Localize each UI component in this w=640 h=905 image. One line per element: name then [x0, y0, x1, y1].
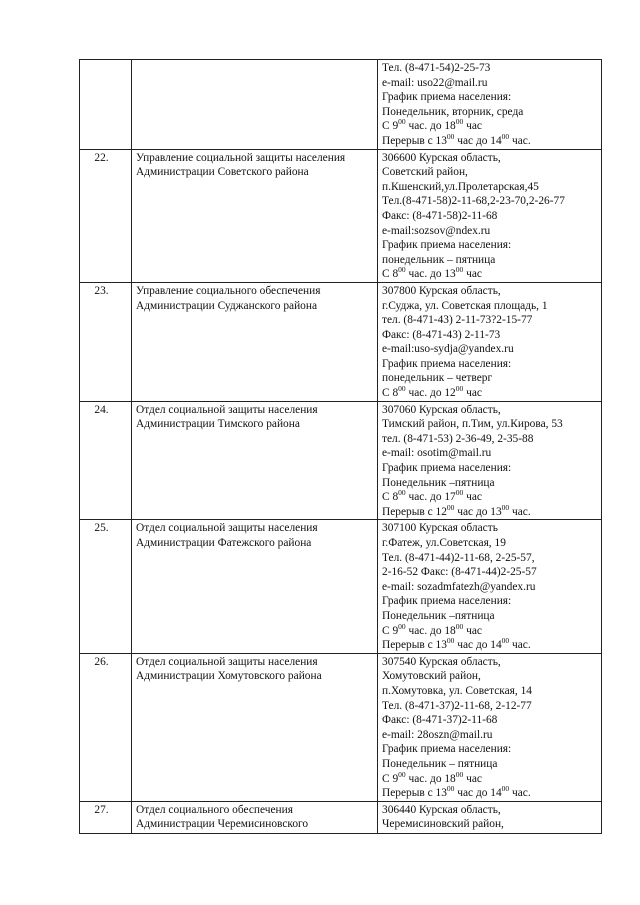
- contact-line: 307100 Курская область: [382, 522, 498, 535]
- superscript-minutes: 00: [455, 621, 464, 631]
- time-text: час: [463, 624, 482, 637]
- organization-name-text: Отдел социальной защиты населения Администрации Тимского района: [136, 403, 318, 431]
- organization-name-text: Управление социальной защиты населения Администрации Советского района: [136, 151, 346, 179]
- row-number: 24.: [80, 401, 132, 520]
- time-text: час до 14: [454, 787, 502, 800]
- contact-line: Хомутовский район,: [382, 670, 481, 683]
- time-text: час. до 18: [405, 120, 456, 133]
- contact-line: Факс: (8-471-58)2-11-68: [382, 209, 498, 222]
- contact-line: г.Фатеж, ул.Советская, 19: [382, 537, 506, 549]
- contact-line: Тел.(8-471-58)2-11-68,2-23-70,2-26-77: [382, 195, 565, 208]
- contact-info: [378, 60, 602, 150]
- time-text: С 9: [382, 624, 399, 637]
- time-text: час до 13: [454, 505, 502, 518]
- break-hours: [382, 502, 598, 520]
- reception-hours: [382, 769, 598, 787]
- superscript-minutes: 00: [455, 769, 464, 779]
- organization-name: [132, 401, 378, 520]
- contact-line: 307540 Курская область,: [382, 655, 501, 668]
- time-text: час до 14: [454, 134, 502, 147]
- reception-hours: [382, 621, 598, 639]
- time-text: час.: [509, 639, 531, 652]
- break-hours: [382, 786, 598, 801]
- organization-name: [132, 653, 378, 801]
- contact-info: [378, 801, 602, 833]
- row-number: 25.: [80, 520, 132, 653]
- contact-line: 2-16-52 Факс: (8-471-44)2-25-57: [382, 566, 537, 579]
- table-row: [80, 401, 602, 520]
- time-text: час: [463, 387, 482, 400]
- superscript-minutes: 00: [398, 621, 406, 631]
- reception-hours: [382, 386, 598, 401]
- contact-line: Тимский район, п.Тим, ул.Кирова, 53: [382, 418, 563, 431]
- contact-line: тел. (8-471-53) 2-36-49, 2-35-88: [382, 432, 534, 445]
- time-text: час. до 12: [405, 387, 456, 400]
- superscript-minutes: 00: [398, 384, 406, 394]
- time-text: С 8: [382, 491, 399, 504]
- contact-line: График приема населения:: [382, 743, 512, 756]
- superscript-minutes: 00: [455, 488, 464, 498]
- table-row: [80, 653, 602, 801]
- time-text: Перерыв с 13: [382, 134, 447, 147]
- organization-name-text: Управление социального обеспечения Администрации Суджанского района: [136, 284, 321, 312]
- contact-info: [378, 520, 602, 653]
- contact-line: Понедельник, вторник, среда: [382, 105, 524, 118]
- row-number: 27.: [80, 801, 132, 833]
- row-number: 26.: [80, 653, 132, 801]
- contact-line: График приема населения:: [382, 91, 512, 104]
- contact-line: e-mail: 28oszn@mail.ru: [382, 728, 493, 741]
- table-body: [80, 60, 602, 834]
- contact-line: Факс: (8-471-43) 2-11-73: [382, 328, 501, 341]
- time-text: час. до 17: [405, 491, 456, 504]
- time-text: Перерыв с 13: [382, 787, 447, 800]
- row-number: 23.: [80, 282, 132, 401]
- superscript-minutes: 00: [455, 384, 464, 394]
- superscript-minutes: 00: [455, 117, 464, 127]
- table-row: [80, 60, 602, 150]
- time-text: час: [463, 491, 482, 504]
- organization-name: [132, 149, 378, 282]
- superscript-minutes: 00: [398, 117, 406, 127]
- time-text: С 9: [382, 120, 399, 133]
- time-text: час. до 18: [405, 772, 456, 785]
- organization-name: [132, 520, 378, 653]
- time-text: С 8: [382, 387, 399, 400]
- time-text: Перерыв с 12: [382, 505, 447, 518]
- contact-line: Тел. (8-471-44)2-11-68, 2-25-57,: [382, 551, 535, 564]
- time-text: час. до 18: [405, 624, 456, 637]
- break-hours: [382, 131, 598, 149]
- contact-line: 307800 Курская область,: [382, 284, 501, 297]
- superscript-minutes: 00: [501, 784, 510, 794]
- organization-name-text: Отдел социального обеспечения Администрации Черемисиновского: [136, 803, 309, 831]
- table-row: [80, 520, 602, 653]
- table-row: [80, 801, 602, 833]
- contact-line: Понедельник –пятница: [382, 476, 495, 489]
- contact-line: Тел. (8-471-54)2-25-73: [382, 62, 491, 74]
- superscript-minutes: 00: [398, 488, 406, 498]
- table-row: [80, 149, 602, 282]
- contact-line: понедельник – четверг: [382, 372, 493, 385]
- superscript-minutes: 00: [446, 502, 455, 512]
- reception-hours: [382, 490, 598, 505]
- reception-hours: [382, 267, 598, 282]
- organization-name-text: Отдел социальной защиты населения Администрации Хомутовского района: [136, 655, 322, 683]
- break-hours: [382, 638, 598, 653]
- organization-name: [132, 60, 378, 150]
- contact-line: 307060 Курская область,: [382, 403, 501, 416]
- contact-line: Советский район,: [382, 166, 468, 179]
- time-text: С 9: [382, 772, 399, 785]
- time-text: час.: [509, 134, 531, 147]
- row-number: 22.: [80, 149, 132, 282]
- time-text: час до 14: [454, 639, 502, 652]
- organization-name: [132, 282, 378, 401]
- time-text: час: [463, 268, 482, 281]
- reception-hours: [382, 119, 598, 134]
- superscript-minutes: 00: [446, 784, 455, 794]
- social-services-table: [79, 59, 602, 834]
- organization-name-text: Отдел социальной защиты населения Администрации Фатежского района: [136, 522, 318, 549]
- time-text: час: [463, 772, 482, 785]
- contact-line: Тел. (8-471-37)2-11-68, 2-12-77: [382, 699, 532, 712]
- contact-line: тел. (8-471-43) 2-11-73?2-15-77: [382, 314, 533, 327]
- contact-line: Понедельник –пятница: [382, 609, 495, 622]
- contact-line: Понедельник – пятница: [382, 757, 498, 770]
- contact-line: г.Суджа, ул. Советская площадь, 1: [382, 299, 548, 312]
- superscript-minutes: 00: [501, 636, 510, 646]
- superscript-minutes: 00: [446, 636, 455, 646]
- time-text: час. до 13: [405, 268, 456, 281]
- time-text: час.: [509, 505, 531, 518]
- contact-line: 306600 Курская область,: [382, 151, 501, 164]
- contact-line: п.Кшенский,ул.Пролетарская,45: [382, 180, 539, 193]
- time-text: час: [463, 120, 482, 133]
- superscript-minutes: 00: [455, 265, 464, 275]
- row-number: [80, 60, 132, 150]
- superscript-minutes: 00: [398, 769, 406, 779]
- contact-line: График приема населения:: [382, 595, 512, 608]
- contact-line: Черемисиновский район,: [382, 818, 504, 831]
- time-text: С 8: [382, 268, 399, 281]
- superscript-minutes: 00: [398, 265, 406, 275]
- contact-line: e-mail:sozsov@ndex.ru: [382, 224, 491, 237]
- contact-line: График приема населения:: [382, 239, 512, 252]
- contact-line: 306440 Курская область,: [382, 803, 501, 816]
- contact-line: e-mail:uso-sydja@yandex.ru: [382, 343, 514, 356]
- superscript-minutes: 00: [501, 502, 510, 512]
- contact-line: График приема населения:: [382, 462, 512, 475]
- time-text: час.: [509, 787, 531, 800]
- time-text: Перерыв с 13: [382, 639, 447, 652]
- contact-line: e-mail: sozadmfatezh@yandex.ru: [382, 580, 536, 593]
- contact-info: [378, 149, 602, 282]
- superscript-minutes: 00: [501, 131, 510, 141]
- contact-line: понедельник – пятница: [382, 253, 496, 266]
- contact-line: График приема населения:: [382, 357, 512, 370]
- contact-line: Факс: (8-471-37)2-11-68: [382, 714, 498, 727]
- table-row: [80, 282, 602, 401]
- contact-line: e-mail: uso22@mail.ru: [382, 76, 488, 89]
- contact-info: [378, 653, 602, 801]
- contact-line: e-mail: osotim@mail.ru: [382, 447, 492, 460]
- contact-info: [378, 282, 602, 401]
- contact-info: [378, 401, 602, 520]
- organization-name: [132, 801, 378, 833]
- contact-line: п.Хомутовка, ул. Советская, 14: [382, 684, 532, 697]
- superscript-minutes: 00: [446, 131, 455, 141]
